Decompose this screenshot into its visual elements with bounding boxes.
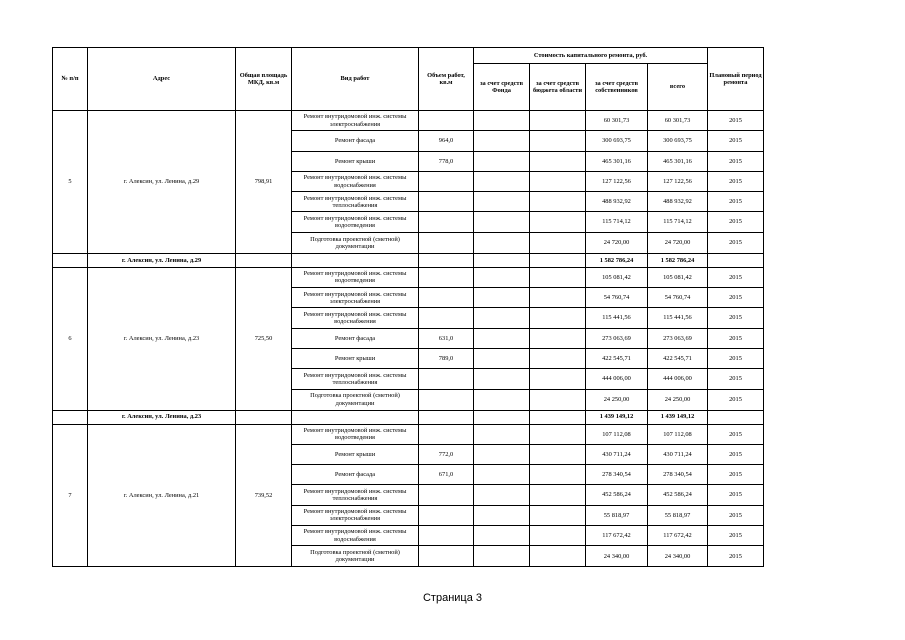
work-type-cell: Ремонт внутридомовой инж. системы водоотведения xyxy=(292,424,419,444)
fund-cell xyxy=(474,465,530,485)
fund-cell xyxy=(474,328,530,348)
group-total-row xyxy=(53,410,764,424)
work-type-cell: Ремонт фасада xyxy=(292,465,419,485)
volume-cell xyxy=(419,192,474,212)
volume-cell xyxy=(419,546,474,567)
total-empty-cell xyxy=(292,253,419,267)
owners-cost-cell: 452 586,24 xyxy=(586,485,648,505)
owners-cost-cell: 55 818,97 xyxy=(586,505,648,525)
work-type-cell: Ремонт внутридомовой инж. системы водоотведения xyxy=(292,212,419,232)
total-cost-cell: 273 063,69 xyxy=(648,328,708,348)
period-cell: 2015 xyxy=(708,546,764,567)
fund-cell xyxy=(474,171,530,191)
region-cell xyxy=(530,505,586,525)
region-cell xyxy=(530,546,586,567)
period-cell: 2015 xyxy=(708,348,764,368)
total-empty-cell xyxy=(236,410,292,424)
fund-cell xyxy=(474,444,530,464)
region-cell xyxy=(530,212,586,232)
total-empty-cell xyxy=(530,410,586,424)
period-cell: 2015 xyxy=(708,465,764,485)
fund-cell xyxy=(474,131,530,151)
owners-cost-cell: 273 063,69 xyxy=(586,328,648,348)
header-area: Общая площадь МКД, кв.м xyxy=(236,48,292,111)
period-cell: 2015 xyxy=(708,389,764,410)
fund-cell xyxy=(474,232,530,253)
total-empty-cell xyxy=(708,253,764,267)
period-cell: 2015 xyxy=(708,192,764,212)
owners-cost-cell: 24 250,00 xyxy=(586,389,648,410)
group-address: г. Алексин, ул. Ленина, д.21 xyxy=(88,424,236,567)
period-cell: 2015 xyxy=(708,485,764,505)
region-cell xyxy=(530,267,586,287)
total-cost-cell: 444 006,00 xyxy=(648,369,708,389)
fund-cell xyxy=(474,424,530,444)
total-address-label: г. Алексин, ул. Ленина, д.23 xyxy=(88,410,236,424)
total-empty-cell xyxy=(474,410,530,424)
work-type-cell: Ремонт внутридомовой инж. системы теплоснабжения xyxy=(292,369,419,389)
period-cell: 2015 xyxy=(708,328,764,348)
fund-cell xyxy=(474,546,530,567)
header-num: № п/п xyxy=(53,48,88,111)
region-cell xyxy=(530,151,586,171)
fund-cell xyxy=(474,288,530,308)
period-cell: 2015 xyxy=(708,171,764,191)
header-fund: за счет средств Фонда xyxy=(474,64,530,111)
work-type-cell: Ремонт внутридомовой инж. системы водоснабжения xyxy=(292,526,419,546)
total-cost-cell: 24 340,00 xyxy=(648,546,708,567)
region-cell xyxy=(530,288,586,308)
volume-cell: 631,0 xyxy=(419,328,474,348)
volume-cell xyxy=(419,389,474,410)
table-row xyxy=(53,111,764,131)
period-cell: 2015 xyxy=(708,526,764,546)
total-cost-cell: 54 760,74 xyxy=(648,288,708,308)
group-number: 5 xyxy=(53,111,88,254)
total-cost-cell: 465 301,16 xyxy=(648,151,708,171)
owners-cost-cell: 422 545,71 xyxy=(586,348,648,368)
header-cost-group: Стоимость капитального ремонта, руб. xyxy=(474,48,708,64)
owners-cost-cell: 24 340,00 xyxy=(586,546,648,567)
total-cost-cell: 278 340,54 xyxy=(648,465,708,485)
header-period: Плановый период ремонта xyxy=(708,48,764,111)
total-empty-cell xyxy=(236,253,292,267)
table-row xyxy=(53,424,764,444)
owners-cost-cell: 127 122,56 xyxy=(586,171,648,191)
region-cell xyxy=(530,328,586,348)
total-cost-cell: 115 714,12 xyxy=(648,212,708,232)
fund-cell xyxy=(474,267,530,287)
region-cell xyxy=(530,485,586,505)
volume-cell xyxy=(419,485,474,505)
fund-cell xyxy=(474,212,530,232)
period-cell: 2015 xyxy=(708,369,764,389)
total-owners-cost: 1 582 786,24 xyxy=(586,253,648,267)
work-type-cell: Ремонт внутридомовой инж. системы электроснабжения xyxy=(292,111,419,131)
region-cell xyxy=(530,526,586,546)
period-cell: 2015 xyxy=(708,424,764,444)
owners-cost-cell: 430 711,24 xyxy=(586,444,648,464)
work-type-cell: Ремонт внутридомовой инж. системы теплоснабжения xyxy=(292,192,419,212)
volume-cell xyxy=(419,505,474,525)
region-cell xyxy=(530,192,586,212)
table-body xyxy=(53,111,764,567)
region-cell xyxy=(530,369,586,389)
owners-cost-cell: 300 693,75 xyxy=(586,131,648,151)
total-cost-cell: 115 441,56 xyxy=(648,308,708,328)
header-work: Вид работ xyxy=(292,48,419,111)
work-type-cell: Ремонт крыши xyxy=(292,444,419,464)
period-cell: 2015 xyxy=(708,212,764,232)
group-address: г. Алексин, ул. Ленина, д.29 xyxy=(88,111,236,254)
work-type-cell: Ремонт внутридомовой инж. системы водоснабжения xyxy=(292,308,419,328)
fund-cell xyxy=(474,348,530,368)
fund-cell xyxy=(474,505,530,525)
fund-cell xyxy=(474,192,530,212)
total-cost-cell: 60 301,73 xyxy=(648,111,708,131)
total-cost-cell: 55 818,97 xyxy=(648,505,708,525)
period-cell: 2015 xyxy=(708,505,764,525)
volume-cell xyxy=(419,288,474,308)
group-number: 7 xyxy=(53,424,88,567)
owners-cost-cell: 278 340,54 xyxy=(586,465,648,485)
volume-cell xyxy=(419,369,474,389)
owners-cost-cell: 488 932,92 xyxy=(586,192,648,212)
owners-cost-cell: 115 714,12 xyxy=(586,212,648,232)
total-cost-cell: 105 081,42 xyxy=(648,267,708,287)
fund-cell xyxy=(474,526,530,546)
fund-cell xyxy=(474,151,530,171)
region-cell xyxy=(530,389,586,410)
work-type-cell: Ремонт внутридомовой инж. системы водоотведения xyxy=(292,267,419,287)
total-cost: 1 439 149,12 xyxy=(648,410,708,424)
total-cost-cell: 117 672,42 xyxy=(648,526,708,546)
owners-cost-cell: 444 006,00 xyxy=(586,369,648,389)
total-empty-cell xyxy=(474,253,530,267)
volume-cell xyxy=(419,171,474,191)
repair-table xyxy=(52,47,764,567)
work-type-cell: Подготовка проектной (сметной) документации xyxy=(292,546,419,567)
total-empty-cell xyxy=(419,253,474,267)
work-type-cell: Ремонт фасада xyxy=(292,131,419,151)
period-cell: 2015 xyxy=(708,151,764,171)
header-volume: Объем работ, кв.м xyxy=(419,48,474,111)
period-cell: 2015 xyxy=(708,131,764,151)
owners-cost-cell: 465 301,16 xyxy=(586,151,648,171)
work-type-cell: Ремонт внутридомовой инж. системы водоснабжения xyxy=(292,171,419,191)
work-type-cell: Подготовка проектной (сметной) документации xyxy=(292,232,419,253)
period-cell: 2015 xyxy=(708,308,764,328)
volume-cell xyxy=(419,526,474,546)
total-cost-cell: 107 112,08 xyxy=(648,424,708,444)
owners-cost-cell: 60 301,73 xyxy=(586,111,648,131)
fund-cell xyxy=(474,111,530,131)
total-empty-cell xyxy=(53,253,88,267)
volume-cell xyxy=(419,424,474,444)
period-cell: 2015 xyxy=(708,111,764,131)
header-address: Адрес xyxy=(88,48,236,111)
region-cell xyxy=(530,465,586,485)
volume-cell: 789,0 xyxy=(419,348,474,368)
volume-cell xyxy=(419,232,474,253)
group-area: 798,91 xyxy=(236,111,292,254)
total-empty-cell xyxy=(292,410,419,424)
volume-cell xyxy=(419,111,474,131)
region-cell xyxy=(530,308,586,328)
total-cost-cell: 452 586,24 xyxy=(648,485,708,505)
total-address-label: г. Алексин, ул. Ленина, д.29 xyxy=(88,253,236,267)
owners-cost-cell: 24 720,00 xyxy=(586,232,648,253)
work-type-cell: Ремонт внутридомовой инж. системы теплоснабжения xyxy=(292,485,419,505)
period-cell: 2015 xyxy=(708,444,764,464)
region-cell xyxy=(530,171,586,191)
total-empty-cell xyxy=(419,410,474,424)
total-cost-cell: 430 711,24 xyxy=(648,444,708,464)
period-cell: 2015 xyxy=(708,232,764,253)
region-cell xyxy=(530,348,586,368)
header-region: за счет средств бюджета области xyxy=(530,64,586,111)
volume-cell: 671,0 xyxy=(419,465,474,485)
group-area: 739,52 xyxy=(236,424,292,567)
volume-cell xyxy=(419,212,474,232)
volume-cell: 772,0 xyxy=(419,444,474,464)
group-number: 6 xyxy=(53,267,88,410)
repair-table-container xyxy=(52,47,764,567)
total-cost-cell: 127 122,56 xyxy=(648,171,708,191)
work-type-cell: Подготовка проектной (сметной) документации xyxy=(292,389,419,410)
fund-cell xyxy=(474,485,530,505)
owners-cost-cell: 105 081,42 xyxy=(586,267,648,287)
volume-cell: 778,0 xyxy=(419,151,474,171)
page-footer: Страница 3 xyxy=(422,592,483,604)
total-cost-cell: 488 932,92 xyxy=(648,192,708,212)
fund-cell xyxy=(474,308,530,328)
owners-cost-cell: 115 441,56 xyxy=(586,308,648,328)
total-empty-cell xyxy=(708,410,764,424)
region-cell xyxy=(530,131,586,151)
region-cell xyxy=(530,232,586,253)
group-area: 725,50 xyxy=(236,267,292,410)
fund-cell xyxy=(474,369,530,389)
total-empty-cell xyxy=(53,410,88,424)
total-empty-cell xyxy=(530,253,586,267)
header-owners: за счет средств собственников xyxy=(586,64,648,111)
region-cell xyxy=(530,424,586,444)
volume-cell xyxy=(419,308,474,328)
owners-cost-cell: 117 672,42 xyxy=(586,526,648,546)
group-total-row xyxy=(53,253,764,267)
total-cost-cell: 422 545,71 xyxy=(648,348,708,368)
total-cost-cell: 24 250,00 xyxy=(648,389,708,410)
region-cell xyxy=(530,444,586,464)
work-type-cell: Ремонт фасада xyxy=(292,328,419,348)
period-cell: 2015 xyxy=(708,288,764,308)
region-cell xyxy=(530,111,586,131)
period-cell: 2015 xyxy=(708,267,764,287)
header-total: всего xyxy=(648,64,708,111)
total-cost: 1 582 786,24 xyxy=(648,253,708,267)
total-cost-cell: 300 693,75 xyxy=(648,131,708,151)
work-type-cell: Ремонт внутридомовой инж. системы электроснабжения xyxy=(292,288,419,308)
owners-cost-cell: 107 112,08 xyxy=(586,424,648,444)
total-owners-cost: 1 439 149,12 xyxy=(586,410,648,424)
table-row xyxy=(53,267,764,287)
volume-cell xyxy=(419,267,474,287)
total-cost-cell: 24 720,00 xyxy=(648,232,708,253)
work-type-cell: Ремонт крыши xyxy=(292,348,419,368)
owners-cost-cell: 54 760,74 xyxy=(586,288,648,308)
group-address: г. Алексин, ул. Ленина, д.23 xyxy=(88,267,236,410)
fund-cell xyxy=(474,389,530,410)
volume-cell: 964,0 xyxy=(419,131,474,151)
work-type-cell: Ремонт крыши xyxy=(292,151,419,171)
work-type-cell: Ремонт внутридомовой инж. системы электроснабжения xyxy=(292,505,419,525)
